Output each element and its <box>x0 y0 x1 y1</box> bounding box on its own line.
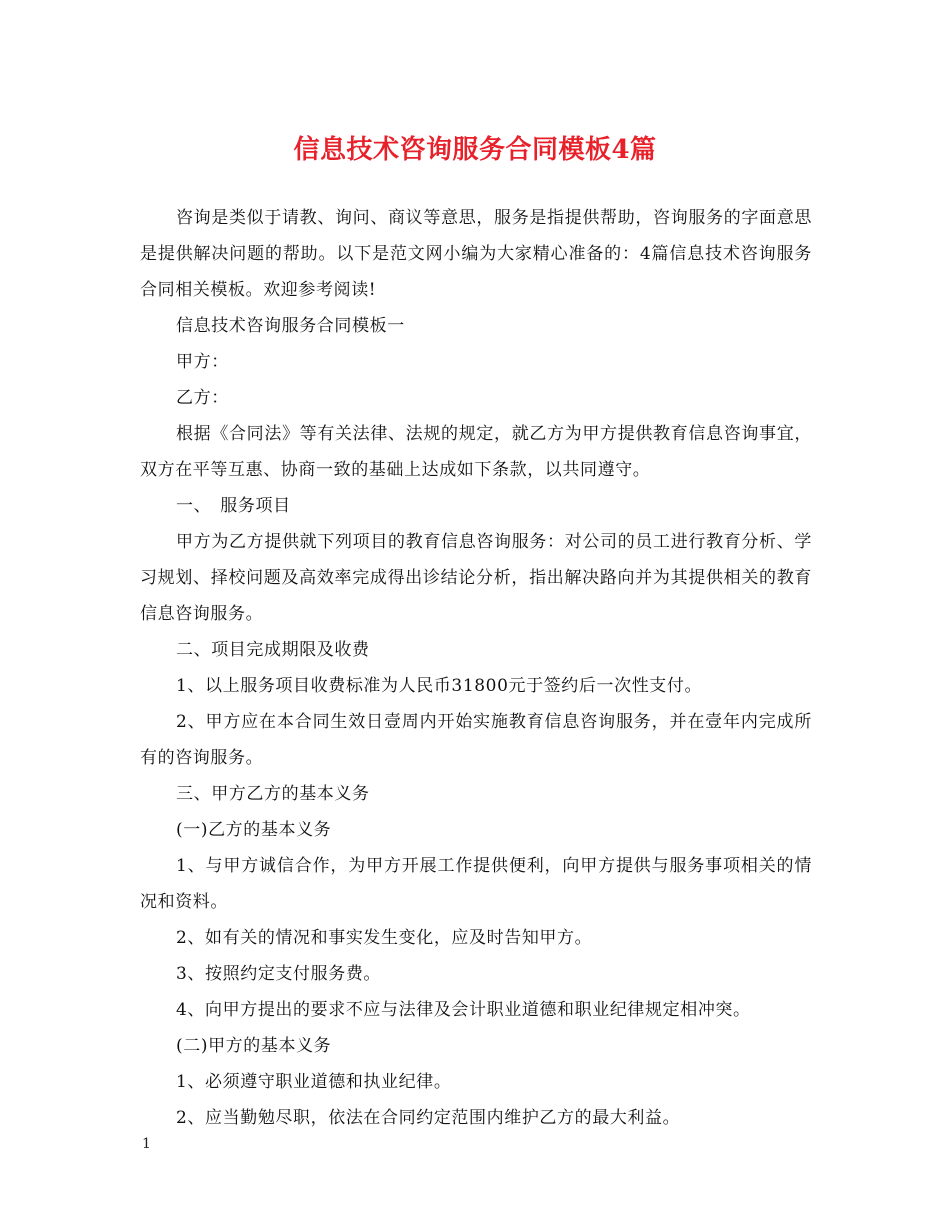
obligation-item: 4、向甲方提出的要求不应与法律及会计职业道德和职业纪律规定相冲突。 <box>176 1000 751 1020</box>
section-heading-services: 一、 服务项目 <box>176 496 291 516</box>
obligation-item: 2、如有关的情况和事实发生变化，应及时告知甲方。 <box>176 928 593 948</box>
template-heading: 信息技术咨询服务合同模板一 <box>176 316 405 336</box>
page-number: 1 <box>142 1136 151 1152</box>
services-paragraph: 甲方为乙方提供就下列项目的教育信息咨询服务：对公司的员工进行教育分析、学习规划、择校问题及高效率完成得出诊结论分析，指出解决路向并为其提供相关的教育信息咨询服务。 <box>140 532 812 624</box>
subheading-party-b-obligations: (一)乙方的基本义务 <box>176 820 332 840</box>
document-body <box>140 200 812 1136</box>
fee-clause: 1、以上服务项目收费标准为人民币31800元于签约后一次性支付。 <box>176 676 703 696</box>
section-heading-term-fees: 二、项目完成期限及收费 <box>176 640 370 660</box>
party-b-line: 乙方： <box>176 388 229 408</box>
section-heading-obligations: 三、甲方乙方的基本义务 <box>176 784 370 804</box>
subheading-party-a-obligations: (二)甲方的基本义务 <box>176 1036 332 1056</box>
preamble-paragraph: 根据《合同法》等有关法律、法规的规定，就乙方为甲方提供教育信息咨询事宜，双方在平等互惠、协商一致的基础上达成如下条款，以共同遵守。 <box>140 424 812 480</box>
obligation-item: 1、与甲方诚信合作，为甲方开展工作提供便利，向甲方提供与服务事项相关的情况和资料。 <box>140 856 812 912</box>
party-a-line: 甲方： <box>176 352 229 372</box>
obligation-item: 3、按照约定支付服务费。 <box>176 964 382 984</box>
obligation-item: 2、应当勤勉尽职，依法在合同约定范围内维护乙方的最大利益。 <box>176 1108 681 1128</box>
document-title: 信息技术咨询服务合同模板4篇 <box>293 135 657 165</box>
obligation-item: 1、必须遵守职业道德和执业纪律。 <box>176 1072 452 1092</box>
term-clause: 2、甲方应在本合同生效日壹周内开始实施教育信息咨询服务，并在壹年内完成所有的咨询服务。 <box>140 712 812 768</box>
intro-paragraph: 咨询是类似于请教、询问、商议等意思，服务是指提供帮助，咨询服务的字面意思是提供解决问题的帮助。以下是范文网小编为大家精心准备的：4篇信息技术咨询服务合同相关模板。欢迎参考阅读! <box>140 208 812 300</box>
